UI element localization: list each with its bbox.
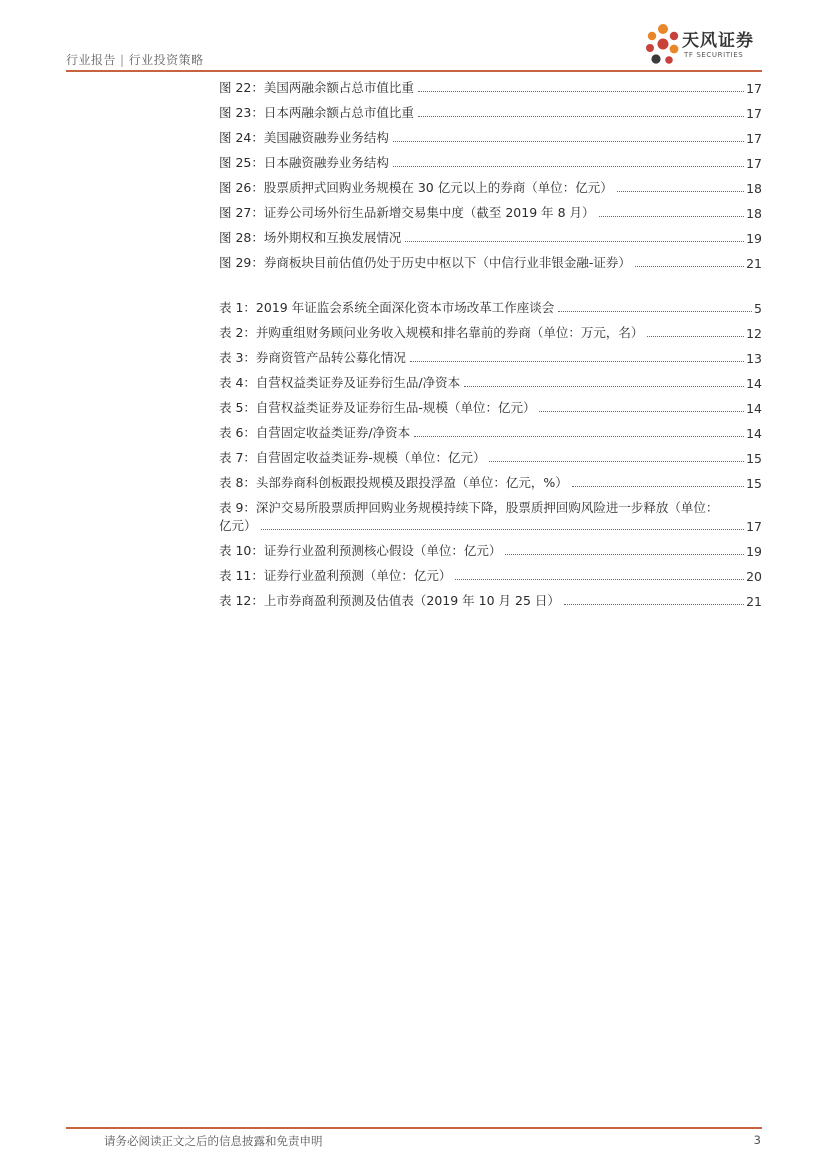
toc-entry-title: 表 1：2019 年证监会系统全面深化资本市场改革工作座谈会 bbox=[219, 300, 555, 315]
toc-entry-title: 图 23：日本两融余额占总市值比重 bbox=[219, 105, 414, 120]
toc-entry-title: 表 3：券商资管产品转公募化情况 bbox=[219, 350, 406, 365]
leader-dots bbox=[505, 554, 744, 555]
toc-entry-title: 图 26：股票质押式回购业务规模在 30 亿元以上的券商（单位：亿元） bbox=[219, 180, 613, 195]
toc-entry-page: 15 bbox=[746, 451, 762, 466]
logo-text-cn: 天风证券 bbox=[682, 31, 754, 51]
header-divider bbox=[66, 70, 762, 72]
toc-entry-page: 14 bbox=[746, 426, 762, 441]
toc-table-entry[interactable] bbox=[219, 498, 762, 534]
toc-entry-page: 17 bbox=[746, 81, 762, 96]
toc-entry-title: 表 10：证券行业盈利预测核心假设（单位：亿元） bbox=[219, 543, 502, 558]
leader-dots bbox=[489, 461, 744, 462]
toc-entry-title: 表 8：头部券商科创板跟投规模及跟投浮盈（单位：亿元，%） bbox=[219, 475, 568, 490]
toc-figure-entry[interactable] bbox=[219, 253, 762, 271]
toc-table-entry[interactable] bbox=[219, 423, 762, 441]
toc-table-entry[interactable] bbox=[219, 566, 762, 584]
toc-table-entry[interactable] bbox=[219, 298, 762, 316]
leader-dots bbox=[405, 241, 744, 242]
toc-table-entry[interactable] bbox=[219, 591, 762, 609]
report-type: 行业报告 bbox=[66, 53, 117, 67]
header-breadcrumb bbox=[66, 51, 204, 68]
toc-entry-title-cont: 亿元） bbox=[219, 518, 257, 533]
toc-entry-page: 5 bbox=[754, 301, 762, 316]
leader-dots bbox=[647, 336, 744, 337]
toc-entry-page: 15 bbox=[746, 476, 762, 491]
logo-text-en: TF SECURITIES bbox=[684, 51, 744, 59]
report-category: 行业投资策略 bbox=[128, 53, 204, 67]
toc-figure-entry[interactable] bbox=[219, 178, 762, 196]
leader-dots bbox=[539, 411, 744, 412]
toc-entry-continuation bbox=[219, 516, 762, 534]
leader-dots bbox=[418, 116, 744, 117]
toc-entry-title: 表 2：并购重组财务顾问业务收入规模和排名靠前的券商（单位：万元，名） bbox=[219, 325, 644, 340]
toc-entry-page: 19 bbox=[746, 231, 762, 246]
toc-table-entry[interactable] bbox=[219, 541, 762, 559]
toc-figure-entry[interactable] bbox=[219, 78, 762, 96]
toc-entry-title: 图 29：券商板块目前估值仍处于历史中枢以下（中信行业非银金融-证券） bbox=[219, 255, 631, 270]
toc-entry-page: 21 bbox=[746, 594, 762, 609]
toc-entry-page: 12 bbox=[746, 326, 762, 341]
page-number: 3 bbox=[753, 1133, 761, 1147]
leader-dots bbox=[572, 486, 744, 487]
toc-entry-page: 14 bbox=[746, 376, 762, 391]
leader-dots bbox=[617, 191, 744, 192]
toc-figure-entry[interactable] bbox=[219, 103, 762, 121]
toc-entry-title: 表 4：自营权益类证券及证券衍生品/净资本 bbox=[219, 375, 461, 390]
toc-entry-title: 表 6：自营固定收益类证券/净资本 bbox=[219, 425, 411, 440]
toc-table-entry[interactable] bbox=[219, 323, 762, 341]
toc-figure-entry[interactable] bbox=[219, 128, 762, 146]
toc-entry-page: 18 bbox=[746, 206, 762, 221]
toc-entry-page: 21 bbox=[746, 256, 762, 271]
toc-table-entry[interactable] bbox=[219, 373, 762, 391]
leader-dots bbox=[393, 141, 744, 142]
toc-figure-entry[interactable] bbox=[219, 203, 762, 221]
leader-dots bbox=[455, 579, 744, 580]
toc-table-entry[interactable] bbox=[219, 348, 762, 366]
toc-entry-title: 图 25：日本融资融券业务结构 bbox=[219, 155, 389, 170]
toc-entry-title: 图 22：美国两融余额占总市值比重 bbox=[219, 80, 414, 95]
header-separator: | bbox=[120, 53, 125, 67]
page-header bbox=[66, 0, 762, 72]
toc-entry-title: 图 28：场外期权和互换发展情况 bbox=[219, 230, 402, 245]
toc-table-entry[interactable] bbox=[219, 473, 762, 491]
toc-entry-title: 图 24：美国融资融券业务结构 bbox=[219, 130, 389, 145]
leader-dots bbox=[558, 311, 752, 312]
toc-entry-title: 表 7：自营固定收益类证券-规模（单位：亿元） bbox=[219, 450, 486, 465]
logo-flower-icon bbox=[644, 22, 682, 68]
toc-entry-title: 表 9：深沪交易所股票质押回购业务规模持续下降，股票质押回购风险进一步释放（单位： bbox=[219, 500, 719, 515]
toc-table-entry[interactable] bbox=[219, 448, 762, 466]
toc-figure-entry[interactable] bbox=[219, 228, 762, 246]
leader-dots bbox=[414, 436, 744, 437]
toc-entry-title: 表 11：证券行业盈利预测（单位：亿元） bbox=[219, 568, 452, 583]
toc-entry-page: 17 bbox=[746, 106, 762, 121]
toc-table-entry[interactable] bbox=[219, 398, 762, 416]
toc-entry-page: 17 bbox=[746, 156, 762, 171]
leader-dots bbox=[410, 361, 744, 362]
toc-entry-title: 表 5：自营权益类证券及证券衍生品-规模（单位：亿元） bbox=[219, 400, 536, 415]
leader-dots bbox=[599, 216, 745, 217]
toc-figure-entry[interactable] bbox=[219, 153, 762, 171]
toc-entry-page: 17 bbox=[746, 131, 762, 146]
company-logo bbox=[644, 22, 762, 72]
footer-disclaimer: 请务必阅读正文之后的信息披露和免责申明 bbox=[104, 1134, 323, 1148]
toc-entry-page: 13 bbox=[746, 351, 762, 366]
toc-entry-page: 17 bbox=[746, 519, 762, 534]
leader-dots bbox=[464, 386, 744, 387]
toc-entry-page: 20 bbox=[746, 569, 762, 584]
leader-dots bbox=[635, 266, 744, 267]
leader-dots bbox=[564, 604, 744, 605]
leader-dots bbox=[393, 166, 744, 167]
footer-divider bbox=[66, 1127, 762, 1129]
toc-entry-title: 表 12：上市券商盈利预测及估值表（2019 年 10 月 25 日） bbox=[219, 593, 560, 608]
toc-entry-page: 14 bbox=[746, 401, 762, 416]
leader-dots bbox=[261, 529, 745, 530]
toc-entry-page: 19 bbox=[746, 544, 762, 559]
toc-entry-page: 18 bbox=[746, 181, 762, 196]
leader-dots bbox=[418, 91, 744, 92]
toc-entry-title: 图 27：证券公司场外衍生品新增交易集中度（截至 2019 年 8 月） bbox=[219, 205, 595, 220]
